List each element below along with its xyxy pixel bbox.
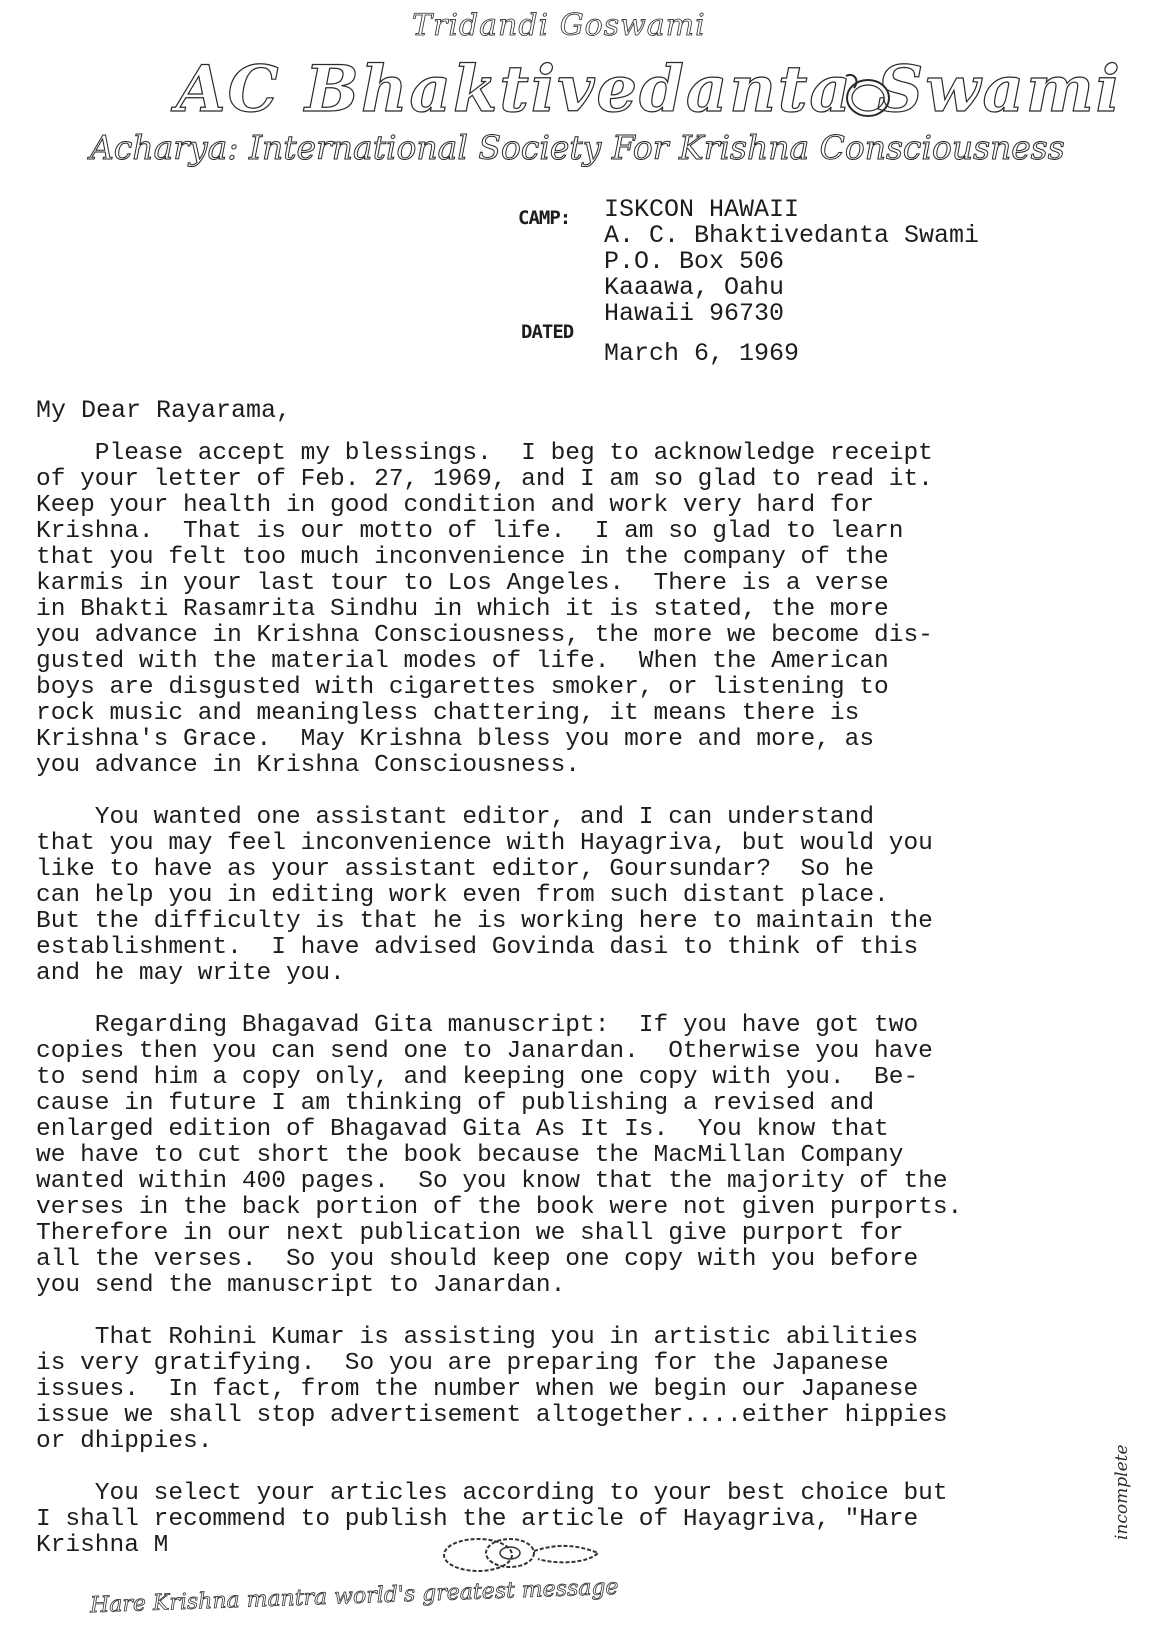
text-line: is very gratifying. So you are preparing for the Japanese (36, 1350, 889, 1377)
text-line: to send him a copy only, and keeping one copy with you. Be- (36, 1064, 919, 1091)
address-line: ISKCON HAWAII (604, 195, 800, 224)
address-line: Hawaii 96730 (604, 299, 785, 328)
address-line: A. C. Bhaktivedanta Swami (604, 221, 980, 250)
text-line: in Bhakti Rasamrita Sindhu in which it is stated, the more (36, 596, 889, 623)
text-line: Keep your health in good condition and work very hard for (36, 492, 875, 519)
text-line: rock music and meaningless chattering, it means there is (36, 700, 860, 727)
letter-body (36, 441, 1046, 1585)
text-line: verses in the back portion of the book were not given purports. (36, 1194, 963, 1221)
text-line: Therefore in our next publication we shall give purport for (36, 1220, 904, 1247)
text-line: we have to cut short the book because the MacMillan Company (36, 1142, 904, 1169)
text-line: Krishna's Grace. May Krishna bless you more and more, as (36, 726, 875, 753)
text-line: that you may feel inconvenience with Hayagriva, but would you (36, 830, 933, 857)
handwritten-note: Hare Krishna mantra world's greatest message (89, 1574, 619, 1619)
letterhead-flourish-icon (840, 68, 892, 120)
text-line: or dhippies. (36, 1428, 213, 1455)
salutation: My Dear Rayarama, (36, 396, 292, 425)
letterhead-name: AC Bhaktivedanta Swami (176, 52, 1122, 127)
text-line: enlarged edition of Bhagavad Gita As It Is. You know that (36, 1116, 889, 1143)
paragraph (36, 805, 1046, 987)
letterhead (0, 0, 1173, 170)
text-line: that you felt too much inconvenience in the company of the (36, 544, 889, 571)
text-line: I shall recommend to publish the article of Hayagriva, "Hare (36, 1506, 919, 1533)
text-line: like to have as your assistant editor, Goursundar? So he (36, 856, 875, 883)
text-line: But the difficulty is that he is working here to maintain the (36, 908, 933, 935)
text-line: you advance in Krishna Consciousness, the more we become dis- (36, 622, 933, 649)
letterhead-title: Tridandi Goswami (412, 8, 706, 43)
text-line: and he may write you. (36, 960, 345, 987)
text-line: you send the manuscript to Janardan. (36, 1272, 566, 1299)
camp-label: CAMP: (518, 207, 571, 229)
text-line: boys are disgusted with cigarettes smoker, or listening to (36, 674, 889, 701)
paragraph (36, 1013, 1046, 1299)
text-line: You wanted one assistant editor, and I can understand (36, 804, 875, 831)
text-line: establishment. I have advised Govinda dasi to think of this (36, 934, 919, 961)
text-line: That Rohini Kumar is assisting you in artistic abilities (36, 1324, 919, 1351)
text-line: you advance in Krishna Consciousness. (36, 752, 580, 779)
margin-note: incomplete (1112, 1444, 1132, 1540)
text-line: all the verses. So you should keep one copy with you before (36, 1246, 919, 1273)
letterhead-organization: Acharya: International Society For Krishna Consciousness (90, 128, 1065, 167)
text-line: Regarding Bhagavad Gita manuscript: If you have got two (36, 1012, 919, 1039)
text-line: Please accept my blessings. I beg to acknowledge receipt (36, 440, 933, 467)
text-line: of your letter of Feb. 27, 1969, and I am so glad to read it. (36, 466, 933, 493)
text-line: issue we shall stop advertisement altogether....either hippies (36, 1402, 948, 1429)
text-line: Krishna. That is our motto of life. I am so glad to learn (36, 518, 904, 545)
text-line: Krishna M (36, 1532, 169, 1559)
address-line: P.O. Box 506 (604, 247, 785, 276)
text-line: can help you in editing work even from such distant place. (36, 882, 889, 909)
address-line: Kaaawa, Oahu (604, 273, 785, 302)
text-line: cause in future I am thinking of publishing a revised and (36, 1090, 875, 1117)
letter-date: March 6, 1969 (604, 339, 800, 368)
text-line: You select your articles according to your best choice but (36, 1480, 948, 1507)
text-line: gusted with the material modes of life. When the American (36, 648, 889, 675)
address-block (604, 197, 979, 327)
text-line: wanted within 400 pages. So you know that the majority of the (36, 1168, 948, 1195)
signature-flourish-icon (438, 1533, 618, 1577)
text-line: issues. In fact, from the number when we begin our Japanese (36, 1376, 919, 1403)
paragraph (36, 441, 1046, 779)
dated-label: DATED (521, 321, 574, 343)
text-line: karmis in your last tour to Los Angeles. There is a verse (36, 570, 889, 597)
paragraph (36, 1325, 1046, 1455)
text-line: copies then you can send one to Janardan. Otherwise you have (36, 1038, 933, 1065)
